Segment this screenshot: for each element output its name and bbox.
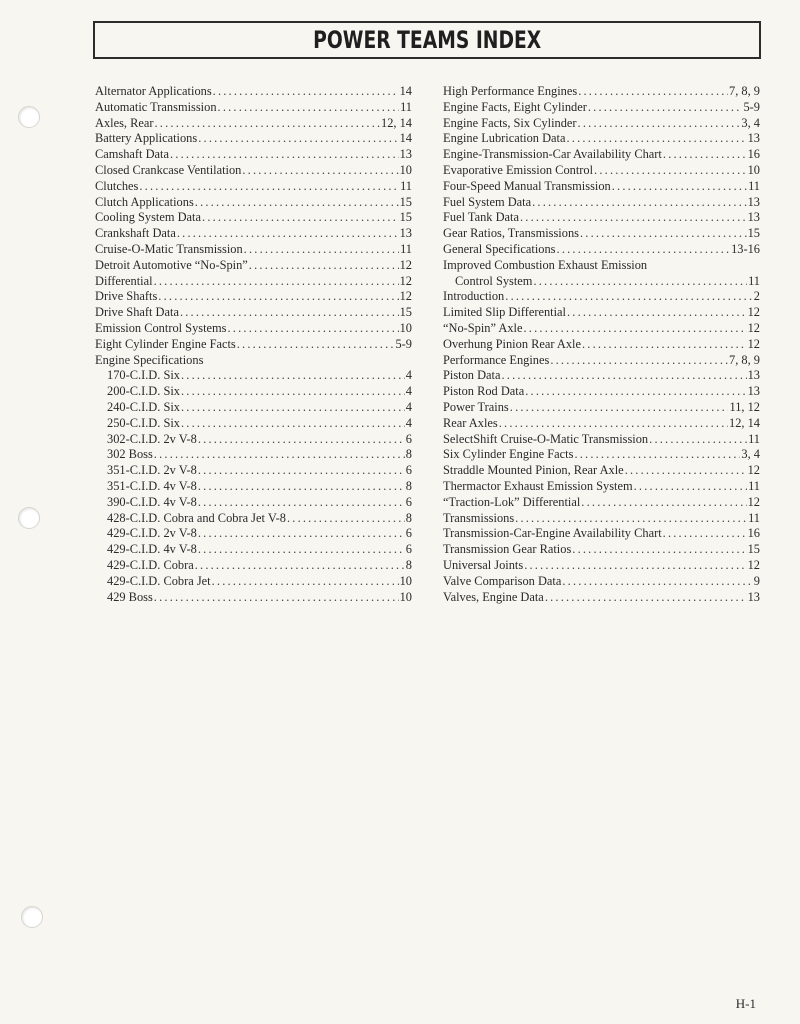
entry-label: Four-Speed Manual Transmission: [443, 178, 611, 193]
dot-leader: [195, 195, 399, 211]
index-entry: [95, 432, 412, 448]
entry-label: Camshaft Data: [95, 147, 169, 162]
dot-leader: [588, 100, 743, 116]
index-entry: [443, 274, 760, 290]
dot-leader: [520, 210, 747, 226]
entry-pages: 10: [399, 320, 412, 335]
entry-label: Transmissions: [443, 510, 515, 525]
entry-label: Cruise-O-Matic Transmission: [95, 241, 243, 256]
index-entry: [443, 526, 760, 542]
entry-label: 390-C.I.D. 4v V-8: [107, 494, 197, 509]
entry-label: Limited Slip Differential: [443, 305, 566, 320]
entry-pages: 4: [405, 384, 412, 399]
entry-pages: 12: [747, 557, 760, 572]
index-entry: [95, 226, 412, 242]
index-entry: [95, 337, 412, 353]
index-entry: [443, 400, 760, 416]
dot-leader: [244, 242, 399, 258]
entry-label: Performance Engines: [443, 352, 550, 367]
index-entry: [95, 195, 412, 211]
entry-pages: 11: [400, 99, 412, 114]
entry-label: Clutch Applications: [95, 194, 194, 209]
index-entry: [443, 321, 760, 337]
entry-pages: 15: [747, 226, 760, 241]
entry-pages: 10: [399, 573, 412, 588]
index-entry: [443, 147, 760, 163]
entry-label: Piston Rod Data: [443, 384, 525, 399]
entry-pages: 13: [399, 147, 412, 162]
dot-leader: [170, 147, 399, 163]
index-entry: [95, 463, 412, 479]
dot-leader: [198, 131, 398, 147]
entry-label: Crankshaft Data: [95, 226, 176, 241]
entry-pages: 12: [747, 463, 760, 478]
dot-leader: [572, 542, 746, 558]
entry-pages: 2: [753, 289, 760, 304]
dot-leader: [505, 289, 753, 305]
dot-leader: [198, 526, 405, 542]
index-entry: [95, 321, 412, 337]
index-entry: [443, 131, 760, 147]
entry-label: Eight Cylinder Engine Facts: [95, 336, 236, 351]
index-entry: [443, 337, 760, 353]
dot-leader: [545, 590, 747, 606]
entry-label: Thermactor Exhaust Emission System: [443, 478, 633, 493]
entry-label: Valve Comparison Data: [443, 573, 562, 588]
entry-pages: 5-9: [743, 99, 760, 114]
entry-label: Piston Data: [443, 368, 501, 383]
index-entry: [95, 274, 412, 290]
dot-leader: [574, 447, 740, 463]
index-entry: [443, 542, 760, 558]
entry-label: 429-C.I.D. 2v V-8: [107, 526, 197, 541]
entry-label: Engine Lubrication Data: [443, 131, 566, 146]
entry-label: Clutches: [95, 178, 139, 193]
index-entry: [443, 100, 760, 116]
dot-leader: [181, 368, 405, 384]
dot-leader: [580, 226, 747, 242]
entry-label: Detroit Automotive “No-Spin”: [95, 257, 248, 272]
dot-leader: [154, 447, 405, 463]
index-entry: [443, 495, 760, 511]
entry-label: Alternator Applications: [95, 84, 212, 98]
dot-leader: [663, 147, 747, 163]
entry-label: Automatic Transmission: [95, 99, 217, 114]
dot-leader: [649, 432, 747, 448]
dot-leader: [218, 100, 400, 116]
entry-pages: 13: [747, 210, 760, 225]
index-entry: [443, 463, 760, 479]
entry-label: Closed Crankcase Ventilation: [95, 162, 242, 177]
index-entry: [95, 163, 412, 179]
entry-pages: 6: [405, 431, 412, 446]
dot-leader: [550, 353, 728, 369]
entry-label: Emission Control Systems: [95, 320, 227, 335]
entry-label: Rear Axles: [443, 415, 498, 430]
entry-pages: 10: [399, 589, 412, 604]
dot-leader: [612, 179, 747, 195]
binder-hole-bottom: [21, 906, 43, 928]
entry-pages: 12: [399, 289, 412, 304]
dot-leader: [567, 131, 747, 147]
index-entry: [443, 384, 760, 400]
index-entry: [95, 495, 412, 511]
index-entry: [443, 447, 760, 463]
page-number: H-1: [735, 996, 756, 1011]
entry-pages: 11: [748, 510, 760, 525]
entry-pages: 6: [405, 463, 412, 478]
entry-pages: 3, 4: [741, 115, 760, 130]
dot-leader: [180, 305, 399, 321]
dot-leader: [578, 116, 741, 132]
entry-label: 428-C.I.D. Cobra and Cobra Jet V-8: [107, 510, 286, 525]
index-entry: [95, 147, 412, 163]
entry-label: SelectShift Cruise-O-Matic Transmission: [443, 431, 649, 446]
entry-pages: 11: [748, 178, 760, 193]
entry-label: 429-C.I.D. Cobra: [107, 557, 194, 572]
dot-leader: [181, 416, 405, 432]
index-entry: [95, 116, 412, 132]
entry-pages: 14: [399, 131, 412, 146]
entry-label: Axles, Rear: [95, 115, 154, 130]
index-entry: [95, 305, 412, 321]
dot-leader: [181, 384, 405, 400]
entry-label: 351-C.I.D. 4v V-8: [107, 478, 197, 493]
entry-pages: 5-9: [395, 336, 412, 351]
dot-leader: [237, 337, 395, 353]
entry-pages: 15: [747, 542, 760, 557]
dot-leader: [581, 495, 746, 511]
dot-leader: [195, 558, 405, 574]
index-entry: [95, 131, 412, 147]
index-entry: [95, 526, 412, 542]
entry-label: Fuel System Data: [443, 194, 532, 209]
dot-leader: [249, 258, 399, 274]
dot-leader: [625, 463, 747, 479]
entry-label: 200-C.I.D. Six: [107, 384, 180, 399]
entry-label: Engine Facts, Six Cylinder: [443, 115, 577, 130]
entry-label: High Performance Engines: [443, 84, 578, 98]
dot-leader: [287, 511, 405, 527]
entry-pages: 16: [747, 147, 760, 162]
index-entry: [443, 479, 760, 495]
entry-pages: 12: [747, 336, 760, 351]
dot-leader: [139, 179, 399, 195]
dot-leader: [510, 400, 729, 416]
entry-pages: 12: [747, 305, 760, 320]
entry-pages: 4: [405, 415, 412, 430]
entry-pages: 10: [747, 162, 760, 177]
dot-leader: [578, 84, 728, 100]
entry-pages: 12: [747, 320, 760, 335]
index-entry: [443, 432, 760, 448]
entry-pages: 13: [747, 194, 760, 209]
entry-pages: 13: [399, 226, 412, 241]
index-entry: [443, 226, 760, 242]
entry-pages: 8: [405, 510, 412, 525]
entry-label: Six Cylinder Engine Facts: [443, 447, 574, 462]
dot-leader: [155, 116, 381, 132]
entry-label: General Specifications: [443, 241, 556, 256]
entry-label: 240-C.I.D. Six: [107, 399, 180, 414]
entry-pages: 9: [753, 573, 760, 588]
dot-leader: [212, 574, 399, 590]
entry-label: Transmission Gear Ratios: [443, 542, 572, 557]
dot-leader: [228, 321, 399, 337]
dot-leader: [524, 558, 746, 574]
dot-leader: [524, 321, 747, 337]
entry-label: Engine Specifications: [95, 352, 204, 367]
index-entry: [443, 368, 760, 384]
index-entry: [443, 416, 760, 432]
entry-pages: 14: [399, 84, 412, 98]
index-entry: [95, 258, 412, 274]
entry-label: 351-C.I.D. 2v V-8: [107, 463, 197, 478]
entry-pages: 13: [747, 368, 760, 383]
index-entry: [95, 289, 412, 305]
entry-pages: 4: [405, 368, 412, 383]
entry-pages: 11: [400, 241, 412, 256]
dot-leader: [154, 274, 399, 290]
index-entry: [443, 116, 760, 132]
dot-leader: [198, 463, 405, 479]
entry-pages: 4: [405, 399, 412, 414]
dot-leader: [499, 416, 728, 432]
entry-label: 302-C.I.D. 2v V-8: [107, 431, 197, 446]
entry-pages: 6: [405, 526, 412, 541]
entry-label: Fuel Tank Data: [443, 210, 519, 225]
index-entry: [443, 289, 760, 305]
title-box: [93, 21, 761, 59]
dot-leader: [181, 400, 405, 416]
dot-leader: [634, 479, 747, 495]
entry-pages: 11, 12: [729, 399, 760, 414]
entry-pages: 11: [400, 178, 412, 193]
index-entry: [443, 590, 760, 606]
index-entry: [443, 195, 760, 211]
dot-leader: [213, 84, 399, 100]
entry-pages: 11: [748, 273, 760, 288]
entry-label: Engine-Transmission-Car Availability Chart: [443, 147, 662, 162]
entry-pages: 12, 14: [381, 115, 412, 130]
index-column-left: [95, 84, 412, 605]
index-entry: [443, 305, 760, 321]
index-entry: [95, 384, 412, 400]
index-entry: [95, 179, 412, 195]
dot-leader: [501, 368, 746, 384]
index-entry: [95, 542, 412, 558]
index-entry: [443, 258, 760, 274]
entry-label: Drive Shafts: [95, 289, 158, 304]
binder-hole-middle: [18, 507, 40, 529]
entry-pages: 12, 14: [729, 415, 760, 430]
dot-leader: [177, 226, 399, 242]
dot-leader: [198, 542, 405, 558]
entry-pages: 12: [399, 273, 412, 288]
entry-pages: 10: [399, 162, 412, 177]
entry-label: Power Trains: [443, 399, 509, 414]
entry-pages: 3, 4: [741, 447, 760, 462]
index-entry: [443, 84, 760, 100]
entry-label: Introduction: [443, 289, 505, 304]
index-entry: [443, 163, 760, 179]
entry-label: Straddle Mounted Pinion, Rear Axle: [443, 463, 624, 478]
index-entry: [95, 574, 412, 590]
index-entry: [95, 210, 412, 226]
dot-leader: [562, 574, 752, 590]
dot-leader: [533, 274, 747, 290]
index-entry: [95, 242, 412, 258]
index-entry: [95, 416, 412, 432]
dot-leader: [525, 384, 746, 400]
entry-pages: 7, 8, 9: [729, 84, 760, 98]
entry-label: Battery Applications: [95, 131, 198, 146]
entry-pages: 11: [748, 478, 760, 493]
entry-pages: 11: [748, 431, 760, 446]
index-entry: [95, 400, 412, 416]
dot-leader: [663, 526, 747, 542]
dot-leader: [567, 305, 747, 321]
entry-pages: 12: [399, 257, 412, 272]
entry-pages: 15: [399, 194, 412, 209]
entry-label: Control System: [455, 273, 533, 288]
dot-leader: [198, 432, 405, 448]
page-title: POWER TEAMS INDEX: [312, 26, 542, 54]
entry-pages: 8: [405, 557, 412, 572]
dot-leader: [242, 163, 398, 179]
dot-leader: [202, 210, 399, 226]
dot-leader: [557, 242, 731, 258]
entry-pages: 16: [747, 526, 760, 541]
entry-pages: 6: [405, 542, 412, 557]
entry-label: 429-C.I.D. 4v V-8: [107, 542, 197, 557]
index-entry: [95, 368, 412, 384]
entry-pages: 13: [747, 384, 760, 399]
entry-pages: 6: [405, 494, 412, 509]
entry-pages: 15: [399, 305, 412, 320]
binder-hole-top: [18, 106, 40, 128]
index-entry: [443, 574, 760, 590]
dot-leader: [532, 195, 747, 211]
entry-label: Transmission-Car-Engine Availability Chart: [443, 526, 662, 541]
index-entry: [443, 210, 760, 226]
entry-label: Drive Shaft Data: [95, 305, 179, 320]
entry-label: Overhung Pinion Rear Axle: [443, 336, 581, 351]
index-column-right: [443, 84, 760, 605]
dot-leader: [582, 337, 747, 353]
entry-label: 170-C.I.D. Six: [107, 368, 180, 383]
entry-label: Universal Joints: [443, 557, 524, 572]
entry-label: Gear Ratios, Transmissions: [443, 226, 579, 241]
entry-pages: 7, 8, 9: [729, 352, 760, 367]
index-entry: [95, 511, 412, 527]
entry-pages: 13: [747, 589, 760, 604]
entry-label: Differential: [95, 273, 153, 288]
entry-pages: 12: [747, 494, 760, 509]
dot-leader: [198, 495, 405, 511]
dot-leader: [515, 511, 747, 527]
entry-label: 429 Boss: [107, 589, 153, 604]
index-entry: [95, 590, 412, 606]
entry-pages: 13: [747, 131, 760, 146]
index-entry: [443, 558, 760, 574]
dot-leader: [198, 479, 405, 495]
index-entry: [443, 511, 760, 527]
entry-label: Cooling System Data: [95, 210, 202, 225]
entry-label: Improved Combustion Exhaust Emission: [443, 257, 648, 272]
index-entry: [443, 179, 760, 195]
index-entry: [443, 353, 760, 369]
index-entry: [95, 100, 412, 116]
index-entry: [95, 353, 412, 369]
entry-pages: 15: [399, 210, 412, 225]
entry-label: 302 Boss: [107, 447, 153, 462]
entry-label: “No-Spin” Axle: [443, 320, 523, 335]
entry-label: 250-C.I.D. Six: [107, 415, 180, 430]
entry-label: 429-C.I.D. Cobra Jet: [107, 573, 211, 588]
index-entry: [95, 447, 412, 463]
entry-pages: 8: [405, 478, 412, 493]
entry-label: Engine Facts, Eight Cylinder: [443, 99, 587, 114]
index-entry: [443, 242, 760, 258]
dot-leader: [158, 289, 398, 305]
index-entry: [95, 558, 412, 574]
entry-label: “Traction-Lok” Differential: [443, 494, 581, 509]
entry-label: Valves, Engine Data: [443, 589, 544, 604]
index-entry: [95, 84, 412, 100]
entry-label: Evaporative Emission Control: [443, 162, 594, 177]
index-entry: [95, 479, 412, 495]
dot-leader: [594, 163, 747, 179]
entry-pages: 8: [405, 447, 412, 462]
entry-pages: 13-16: [731, 241, 760, 256]
dot-leader: [154, 590, 399, 606]
